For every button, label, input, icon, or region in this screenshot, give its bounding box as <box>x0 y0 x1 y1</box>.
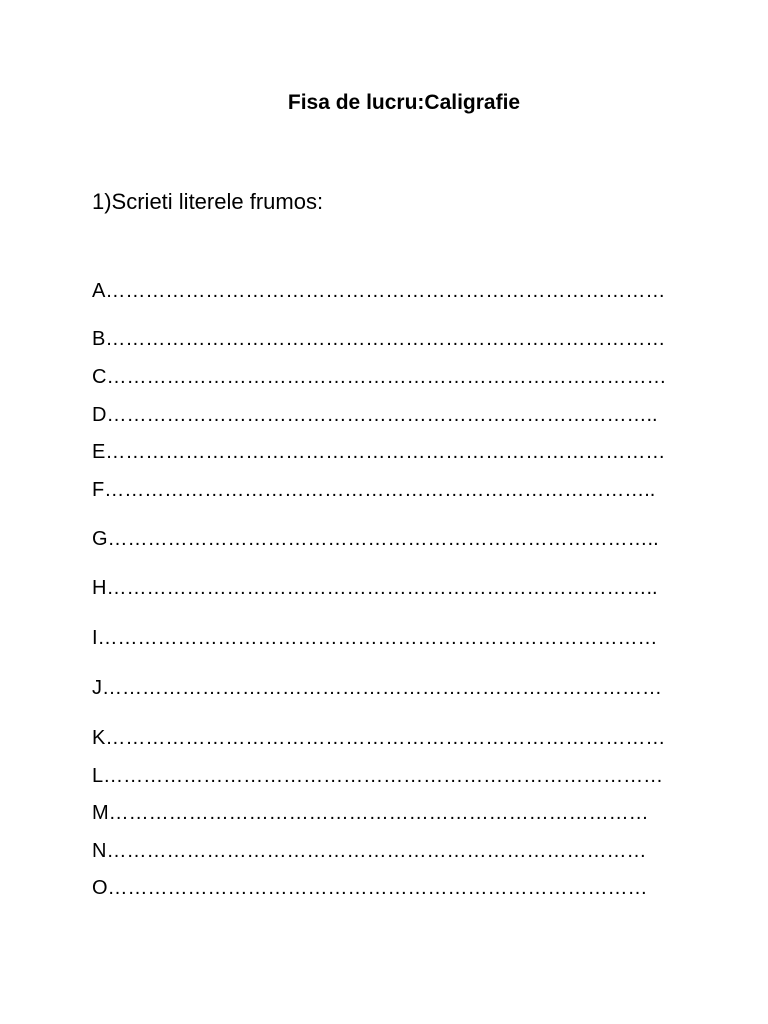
letter-line-b: B………………………………………………………………………… <box>92 328 666 350</box>
letter-line-h: H……………………………………………………………………….. <box>92 577 658 599</box>
letter-line-o: O……………………………………………………………………… <box>92 877 648 899</box>
letter-line-l: L………………………………………………………………………… <box>92 765 664 787</box>
letter-line-m: M……………………………………………………………………… <box>92 802 649 824</box>
letter-line-d: D……………………………………………………………………….. <box>92 404 658 426</box>
letter-line-c: C………………………………………………………………………… <box>92 366 667 388</box>
letter-line-a: A………………………………………………………………………… <box>92 280 666 302</box>
letter-line-i: I………………………………………………………………………… <box>92 627 658 649</box>
letter-line-f: F……………………………………………………………………….. <box>92 479 656 501</box>
letter-line-j: J………………………………………………………………………… <box>92 677 662 699</box>
letter-line-k: K………………………………………………………………………… <box>92 727 666 749</box>
letter-line-g: G……………………………………………………………………….. <box>92 528 659 550</box>
worksheet-title: Fisa de lucru:Caligrafie <box>287 91 521 114</box>
instruction-text: 1)Scrieti literele frumos: <box>92 189 324 214</box>
letter-line-e: E………………………………………………………………………… <box>92 441 666 463</box>
letter-line-n: N……………………………………………………………………… <box>92 840 647 862</box>
